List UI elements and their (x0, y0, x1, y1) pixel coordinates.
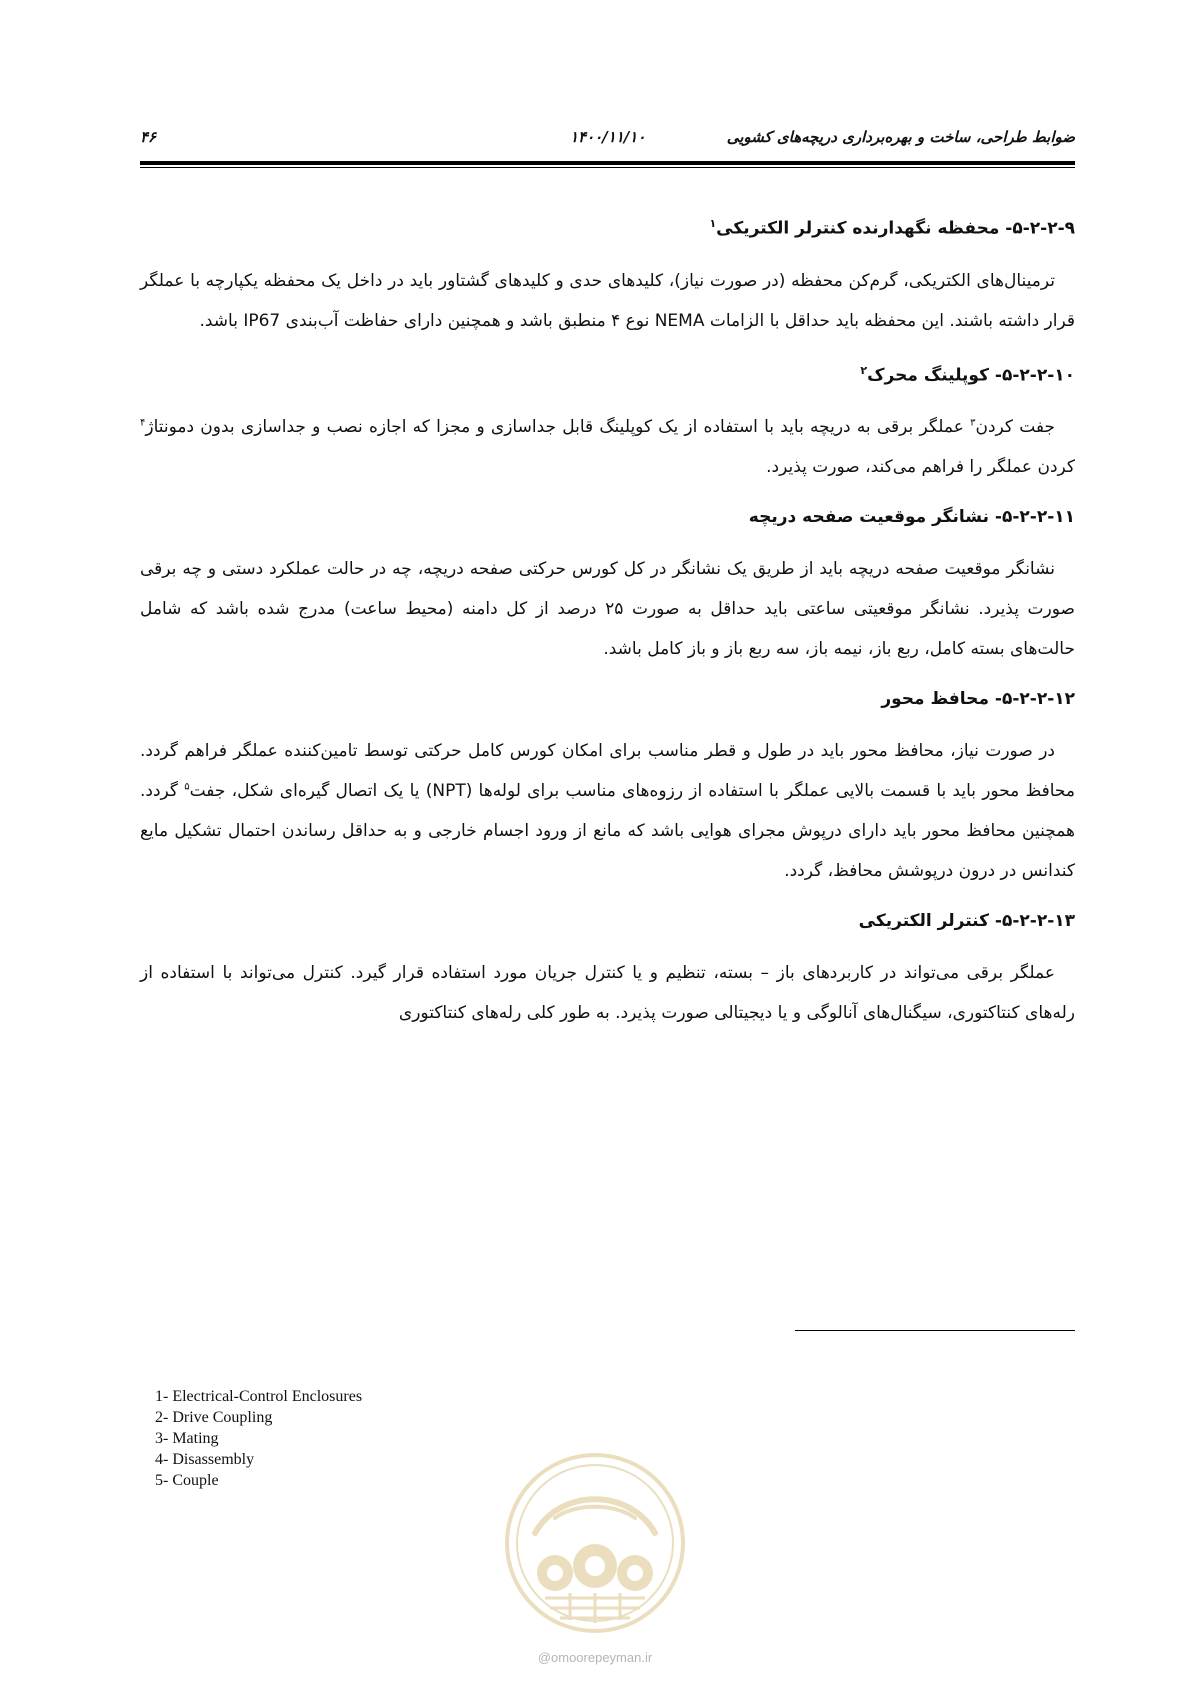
header-rule-thick (140, 161, 1075, 165)
section-stem-protector (140, 685, 1075, 891)
section-heading: ۵-۲-۲-۱۳- کنترلر الکتریکی (858, 911, 1075, 932)
section-drive-coupling (140, 357, 1075, 488)
watermark-site: @omoorepeyman.ir (537, 1650, 653, 1665)
section-position-indicator (140, 503, 1075, 669)
section-paragraph: ترمینال‌های الکتریکی، گرم‌کن محفظه (در صورت نیاز)، کلیدهای حدی و کلیدهای گشتاور باید در داخل یک محفظه یکپارچه با عملگر قرار داشته باشند. این محفظه باید حداقل با الزامات NEMA نوع ۴ منطبق باشد و همچنین دارای حفاظت آب‌بندی IP67 باشد. (140, 270, 1075, 331)
header-title: ضوابط طراحی، ساخت و بهره‌برداری دریچه‌های کشویی (726, 128, 1075, 146)
running-header (140, 128, 1075, 158)
footnote-item: 4- Disassembly (155, 1451, 255, 1468)
footnote-item: 3- Mating (155, 1430, 219, 1447)
header-date: ۱۴۰۰/۱۱/۱۰ (570, 128, 646, 146)
section-enclosure (140, 210, 1075, 341)
footnote-item: 1- Electrical-Control Enclosures (155, 1388, 363, 1405)
section-paragraph: جفت کردن$^۳$ عملگر برقی به دریچه باید با استفاده از یک کوپلینگ قابل جداسازی و مجزا که اجازه نصب و جداسازی بدون دمونتاژ$^۴$ کردن عملگر را فراهم می‌کند، صورت پذیرد. (140, 417, 1075, 478)
section-heading: ۵-۲-۲-۹- محفظه نگهدارنده کنترلر الکتریکی$^۱$ (709, 217, 1075, 239)
watermark-seal-icon (500, 1448, 690, 1638)
section-heading: ۵-۲-۲-۱۲- محافظ محور (881, 689, 1075, 710)
section-heading: ۵-۲-۲-۱۱- نشانگر موقعیت صفحه دریچه (748, 507, 1075, 528)
section-paragraph: در صورت نیاز، محافظ محور باید در طول و قطر مناسب برای امکان کورس کامل حرکتی توسط تامین‌کننده عملگر فراهم گردد. محافظ محور باید با قسمت بالایی عملگر با استفاده از رزوه‌های مناسب برای لوله‌ها (NPT) یا یک اتصال گیره‌ای شکل، جفت$^۵$ گردد. همچنین محافظ محور باید دارای درپوش مجرای هوایی باشد که مانع از ورود اجسام خارجی و به حداقل رساندن احتمال تشکیل مایع کندانس در درون درپوشش محافظ، گردد. (140, 741, 1075, 882)
footnote-ref: ۱ (709, 217, 717, 230)
footnote-ref: ۴ (140, 417, 146, 429)
section-heading: ۵-۲-۲-۱۰- کوپلینگ محرک$^۲$ (860, 363, 1075, 386)
page-number: ۴۶ (140, 128, 157, 146)
section-paragraph: نشانگر موقعیت صفحه دریچه باید از طریق یک نشانگر در کل کورس حرکتی صفحه دریچه، چه در حالت عملکرد دستی و چه برقی صورت پذیرد. نشانگر موقعیتی ساعتی باید حداقل به صورت ۲۵ درصد از کل دامنه (محیط ساعت) مدرج شده باشد که شامل حالت‌های بسته کامل، ربع باز، نیمه باز، سه ربع باز و باز کامل باشد. (140, 559, 1075, 660)
footnote-ref: ۵ (184, 781, 190, 793)
section-electrical-controller (140, 907, 1075, 1033)
footnote-ref: ۳ (970, 417, 976, 429)
footnote-item: 2- Drive Coupling (155, 1409, 273, 1426)
footnote-ref: ۲ (860, 363, 868, 377)
footnote-item: 5- Couple (155, 1472, 219, 1489)
footnote-separator (795, 1330, 1075, 1331)
header-rule-thin (140, 167, 1075, 168)
document-body (140, 210, 1075, 1049)
section-paragraph: عملگر برقی می‌تواند در کاربردهای باز – بسته، تنظیم و یا کنترل جریان مورد استفاده قرار گیرد. کنترل می‌تواند با استفاده از رله‌های کنتاکتوری، سیگنال‌های آنالوگی و یا دیجیتالی صورت پذیرد. به طور کلی رله‌های کنتاکتوری (140, 963, 1075, 1024)
footnotes (155, 1386, 362, 1491)
